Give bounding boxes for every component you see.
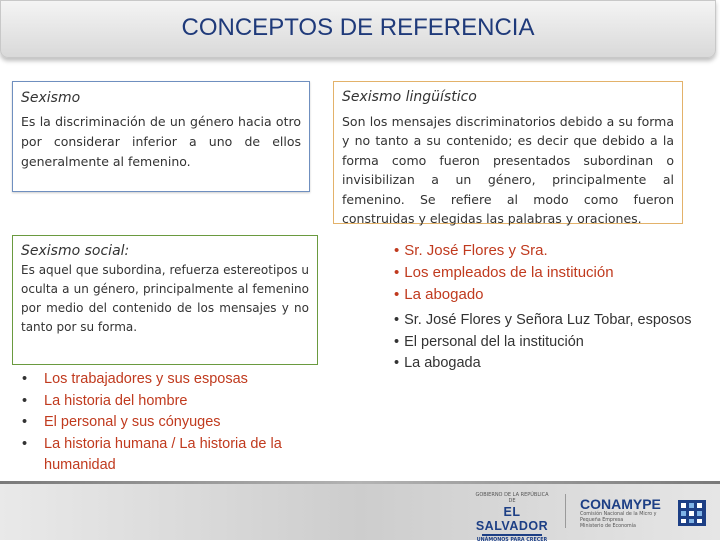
corrected-examples-list — [394, 310, 720, 375]
list-item: • Sr. José Flores y Señora Luz Tobar, esposos — [394, 312, 692, 328]
conamype-logo: CONAMYPE Comisión Nacional de la Micro y Pequeña Empresa Ministerio de Economía — [580, 496, 661, 529]
el-salvador-logo: GOBIERNO DE LA REPÚBLICA DE EL SALVADOR UNÁMONOS PARA CRECER — [475, 492, 549, 543]
sexismo-linguistico-heading: Sexismo lingüístico — [342, 89, 477, 105]
bullet-icon: • — [394, 264, 400, 281]
list-item: • La abogada — [394, 355, 481, 371]
list-item: • Sr. José Flores y Sra. — [394, 242, 548, 259]
conamype-mark-icon — [678, 500, 706, 526]
sexismo-heading: Sexismo — [21, 90, 81, 106]
sexismo-social-body: Es aquel que subordina, refuerza estereotipos u oculta a un género, principalmente al femenino por medio del contenido de los mensajes y no tanto por su forma. — [21, 263, 309, 334]
list-item: • Los empleados de la institución — [394, 264, 614, 281]
sexist-examples-list — [22, 369, 312, 477]
list-item: • La historia del hombre — [22, 391, 312, 413]
bullet-icon: • — [22, 435, 28, 452]
sexismo-social-box — [12, 235, 318, 365]
bullet-icon: • — [394, 355, 400, 371]
footer-divider — [0, 481, 720, 484]
bullet-icon: • — [394, 242, 400, 259]
list-item: • La abogado — [394, 286, 484, 303]
incorrect-examples-list — [394, 240, 714, 306]
page-title: CONCEPTOS DE REFERENCIA — [181, 14, 535, 41]
list-item: • La historia humana / La historia de la humanidad — [22, 435, 282, 473]
bullet-icon: • — [394, 312, 400, 328]
sexismo-linguistico-box — [333, 81, 683, 224]
bullet-icon: • — [394, 286, 400, 303]
title-banner — [0, 0, 716, 58]
list-item: • Los trabajadores y sus esposas — [22, 369, 312, 391]
sexismo-definition-box — [12, 81, 310, 192]
list-item: • El personal del la institución — [394, 333, 584, 350]
bullet-icon: • — [22, 392, 28, 409]
sexismo-linguistico-body: Son los mensajes discriminatorios debido a su forma y no tanto a su contenido; es decir que debido a la forma como fueron presentados subordinan o invisibilizan a un género, principalmente al femenino. Se refiere al modo como fueron construidas y elegidas las palabras y oraciones. — [342, 113, 674, 226]
logo-separator — [565, 494, 566, 528]
bullet-icon: • — [394, 333, 400, 350]
sexismo-social-heading: Sexismo social: — [21, 243, 130, 259]
sexismo-body: Es la discriminación de un género hacia otro por considerar inferior a uno de ellos generalmente al femenino. — [21, 114, 301, 169]
list-item: • El personal y sus cónyuges — [22, 412, 312, 434]
bullet-icon: • — [22, 371, 28, 387]
bullet-icon: • — [22, 414, 28, 430]
